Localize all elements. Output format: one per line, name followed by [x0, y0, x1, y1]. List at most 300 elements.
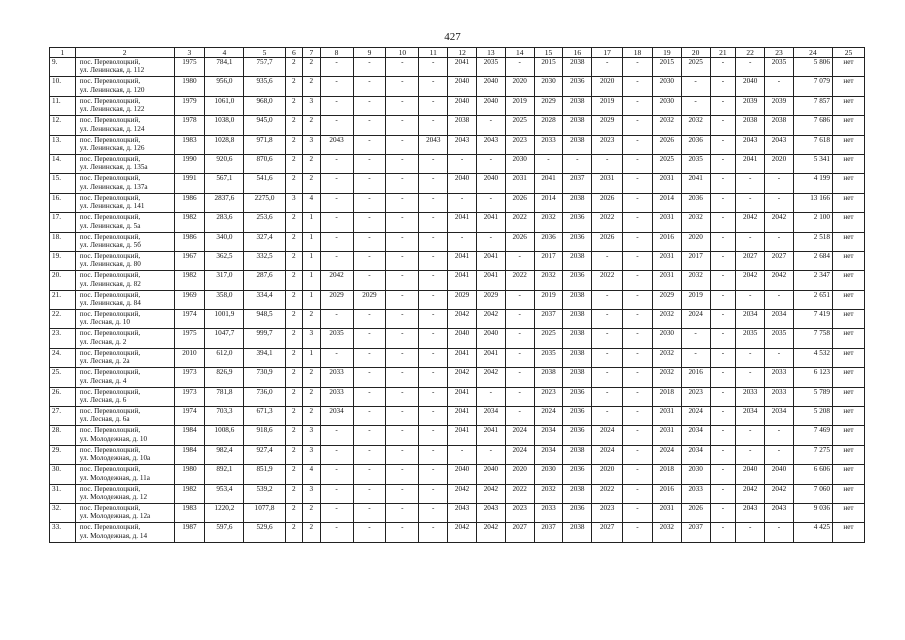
- table-cell: -: [320, 465, 353, 484]
- table-cell: -: [623, 329, 653, 348]
- table-cell: 2: [285, 368, 302, 387]
- table-cell: -: [623, 135, 653, 154]
- table-cell: -: [592, 329, 623, 348]
- table-cell: 2023: [505, 503, 534, 522]
- table-cell: 2023: [681, 387, 710, 406]
- table-cell: 1: [303, 232, 320, 251]
- table-cell: 2043: [476, 503, 505, 522]
- table-cell: 3: [303, 426, 320, 445]
- table-cell: -: [386, 329, 419, 348]
- table-cell: нет: [832, 445, 864, 464]
- column-header: 17: [592, 48, 623, 58]
- table-cell: 2024: [534, 407, 563, 426]
- column-header: 12: [448, 48, 477, 58]
- table-cell: 2034: [534, 445, 563, 464]
- table-cell: -: [419, 329, 448, 348]
- table-cell: 2024: [505, 426, 534, 445]
- table-cell: -: [386, 426, 419, 445]
- row-number-cell: 10.: [50, 77, 76, 96]
- table-cell: 2023: [505, 135, 534, 154]
- cost-cell: 5 208: [793, 407, 832, 426]
- table-cell: -: [353, 213, 386, 232]
- table-cell: нет: [832, 465, 864, 484]
- table-cell: -: [710, 348, 736, 367]
- table-row: [50, 387, 865, 406]
- table-cell: -: [623, 213, 653, 232]
- table-cell: 1982: [174, 484, 205, 503]
- table-cell: 826,9: [205, 368, 244, 387]
- table-cell: 2022: [592, 271, 623, 290]
- table-cell: 567,1: [205, 174, 244, 193]
- table-cell: -: [419, 232, 448, 251]
- table-cell: 2032: [534, 213, 563, 232]
- table-row: [50, 523, 865, 542]
- table-cell: 2041: [448, 271, 477, 290]
- address-cell: пос. Переволоцкий, ул. Ленинская, д. 141: [75, 193, 174, 212]
- table-cell: 2: [285, 426, 302, 445]
- table-cell: -: [353, 310, 386, 329]
- table-cell: 2026: [681, 503, 710, 522]
- table-cell: -: [710, 290, 736, 309]
- table-cell: 2: [303, 116, 320, 135]
- address-cell: пос. Переволоцкий, ул. Ленинская, д. 5б: [75, 232, 174, 251]
- table-cell: -: [710, 310, 736, 329]
- table-cell: 327,4: [244, 232, 285, 251]
- table-cell: 2: [285, 290, 302, 309]
- table-cell: 2026: [592, 232, 623, 251]
- table-cell: 2020: [765, 154, 794, 173]
- table-cell: 2028: [534, 116, 563, 135]
- table-cell: -: [505, 368, 534, 387]
- table-cell: 1028,8: [205, 135, 244, 154]
- table-cell: 2030: [652, 329, 681, 348]
- housing-registry-table: [49, 47, 865, 543]
- table-row: [50, 503, 865, 522]
- table-cell: -: [476, 154, 505, 173]
- table-row: [50, 154, 865, 173]
- table-cell: 2036: [681, 193, 710, 212]
- table-cell: 2037: [563, 174, 592, 193]
- table-cell: -: [419, 348, 448, 367]
- table-cell: 2042: [736, 484, 765, 503]
- table-cell: 2038: [563, 310, 592, 329]
- table-row: [50, 426, 865, 445]
- table-cell: -: [623, 58, 653, 77]
- cost-cell: 7 469: [793, 426, 832, 445]
- table-row: [50, 445, 865, 464]
- table-cell: -: [419, 503, 448, 522]
- table-cell: 1983: [174, 135, 205, 154]
- table-cell: 597,6: [205, 523, 244, 542]
- column-header: 6: [285, 48, 302, 58]
- table-cell: -: [710, 523, 736, 542]
- table-cell: 2: [285, 484, 302, 503]
- table-cell: -: [505, 310, 534, 329]
- table-cell: 2040: [448, 465, 477, 484]
- table-cell: 2022: [505, 484, 534, 503]
- table-cell: -: [592, 387, 623, 406]
- table-cell: -: [386, 154, 419, 173]
- table-cell: -: [320, 445, 353, 464]
- table-cell: 2: [285, 407, 302, 426]
- table-cell: нет: [832, 503, 864, 522]
- table-cell: 2038: [563, 329, 592, 348]
- table-cell: 2036: [563, 213, 592, 232]
- table-cell: -: [386, 116, 419, 135]
- table-cell: -: [419, 96, 448, 115]
- table-cell: -: [765, 348, 794, 367]
- table-cell: -: [476, 232, 505, 251]
- table-cell: 2014: [534, 193, 563, 212]
- table-cell: 2041: [448, 387, 477, 406]
- table-cell: -: [353, 387, 386, 406]
- table-cell: 1974: [174, 407, 205, 426]
- row-number-cell: 23.: [50, 329, 76, 348]
- table-cell: 956,0: [205, 77, 244, 96]
- table-cell: 2034: [320, 407, 353, 426]
- table-cell: 2026: [505, 232, 534, 251]
- cost-cell: 7 275: [793, 445, 832, 464]
- table-cell: 1991: [174, 174, 205, 193]
- table-cell: 2042: [736, 213, 765, 232]
- column-header: 5: [244, 48, 285, 58]
- address-cell: пос. Переволоцкий, ул. Лесная, д. 6а: [75, 407, 174, 426]
- table-cell: -: [710, 465, 736, 484]
- table-cell: -: [320, 523, 353, 542]
- row-number-cell: 25.: [50, 368, 76, 387]
- row-number-cell: 26.: [50, 387, 76, 406]
- table-cell: 2018: [652, 387, 681, 406]
- table-cell: -: [534, 154, 563, 173]
- table-cell: 2031: [652, 213, 681, 232]
- table-cell: -: [419, 465, 448, 484]
- table-cell: 2042: [765, 484, 794, 503]
- table-cell: -: [353, 58, 386, 77]
- table-cell: -: [353, 329, 386, 348]
- table-cell: 2042: [736, 271, 765, 290]
- table-cell: -: [623, 426, 653, 445]
- table-cell: 927,4: [244, 445, 285, 464]
- table-cell: -: [736, 58, 765, 77]
- table-cell: 2: [303, 523, 320, 542]
- table-cell: нет: [832, 96, 864, 115]
- table-cell: 1984: [174, 426, 205, 445]
- table-cell: 948,5: [244, 310, 285, 329]
- column-header: 11: [419, 48, 448, 58]
- table-cell: 2042: [476, 368, 505, 387]
- table-cell: 2014: [652, 193, 681, 212]
- table-cell: -: [386, 174, 419, 193]
- table-cell: 3: [303, 484, 320, 503]
- table-cell: -: [386, 193, 419, 212]
- table-row: [50, 465, 865, 484]
- table-cell: 4: [303, 193, 320, 212]
- table-row: [50, 484, 865, 503]
- table-cell: нет: [832, 348, 864, 367]
- address-cell: пос. Переволоцкий, ул. Молодежная, д. 10а: [75, 445, 174, 464]
- table-cell: 2: [285, 271, 302, 290]
- table-cell: -: [623, 465, 653, 484]
- column-header: 20: [681, 48, 710, 58]
- table-cell: 332,5: [244, 251, 285, 270]
- table-cell: -: [320, 154, 353, 173]
- table-cell: -: [710, 503, 736, 522]
- table-cell: 2033: [534, 503, 563, 522]
- row-number-cell: 24.: [50, 348, 76, 367]
- table-cell: 612,0: [205, 348, 244, 367]
- table-cell: нет: [832, 426, 864, 445]
- cost-cell: 2 518: [793, 232, 832, 251]
- table-cell: 2: [285, 174, 302, 193]
- table-cell: -: [419, 407, 448, 426]
- cost-cell: 2 684: [793, 251, 832, 270]
- table-cell: -: [386, 135, 419, 154]
- table-cell: 2031: [652, 174, 681, 193]
- table-cell: 2041: [448, 407, 477, 426]
- table-cell: 2019: [505, 96, 534, 115]
- table-cell: 1973: [174, 387, 205, 406]
- table-cell: 2023: [592, 135, 623, 154]
- table-cell: -: [710, 193, 736, 212]
- address-cell: пос. Переволоцкий, ул. Ленинская, д. 137а: [75, 174, 174, 193]
- table-cell: -: [505, 407, 534, 426]
- table-cell: -: [623, 232, 653, 251]
- table-cell: 2025: [681, 58, 710, 77]
- table-cell: 1986: [174, 193, 205, 212]
- column-header: 24: [793, 48, 832, 58]
- table-cell: 2: [303, 77, 320, 96]
- table-cell: 1008,6: [205, 426, 244, 445]
- table-cell: 2038: [563, 135, 592, 154]
- row-number-cell: 14.: [50, 154, 76, 173]
- table-cell: 2: [285, 77, 302, 96]
- table-cell: -: [710, 368, 736, 387]
- table-cell: 2038: [563, 484, 592, 503]
- table-cell: -: [448, 445, 477, 464]
- table-cell: 1987: [174, 523, 205, 542]
- table-cell: -: [419, 251, 448, 270]
- cost-cell: 7 079: [793, 77, 832, 96]
- table-cell: 2041: [476, 348, 505, 367]
- table-cell: 2034: [736, 310, 765, 329]
- table-cell: 2032: [652, 348, 681, 367]
- table-cell: 2043: [736, 503, 765, 522]
- table-cell: -: [623, 368, 653, 387]
- table-cell: 2041: [448, 348, 477, 367]
- table-cell: 3: [303, 445, 320, 464]
- table-cell: 2038: [534, 368, 563, 387]
- table-cell: -: [419, 193, 448, 212]
- table-cell: 2038: [563, 251, 592, 270]
- table-cell: -: [710, 135, 736, 154]
- table-cell: -: [386, 368, 419, 387]
- table-cell: -: [592, 154, 623, 173]
- table-cell: 2015: [652, 58, 681, 77]
- table-cell: -: [710, 77, 736, 96]
- table-row: [50, 58, 865, 77]
- table-cell: -: [320, 193, 353, 212]
- table-cell: -: [623, 503, 653, 522]
- table-cell: -: [623, 154, 653, 173]
- table-cell: нет: [832, 193, 864, 212]
- table-cell: -: [623, 96, 653, 115]
- row-number-cell: 33.: [50, 523, 76, 542]
- table-cell: 945,0: [244, 116, 285, 135]
- table-cell: -: [765, 290, 794, 309]
- table-row: [50, 368, 865, 387]
- table-cell: 920,6: [205, 154, 244, 173]
- table-cell: -: [623, 193, 653, 212]
- table-cell: 757,7: [244, 58, 285, 77]
- table-cell: 1: [303, 271, 320, 290]
- address-cell: пос. Переволоцкий, ул. Ленинская, д. 5а: [75, 213, 174, 232]
- table-cell: 2019: [592, 96, 623, 115]
- table-cell: 2043: [419, 135, 448, 154]
- table-cell: нет: [832, 154, 864, 173]
- table-cell: 529,6: [244, 523, 285, 542]
- table-cell: -: [505, 58, 534, 77]
- table-cell: -: [320, 174, 353, 193]
- table-cell: 2023: [592, 503, 623, 522]
- table-cell: -: [386, 348, 419, 367]
- table-cell: -: [736, 290, 765, 309]
- table-cell: 2026: [652, 135, 681, 154]
- table-cell: 2027: [736, 251, 765, 270]
- table-cell: -: [419, 213, 448, 232]
- table-cell: 2019: [681, 290, 710, 309]
- table-row: [50, 193, 865, 212]
- table-cell: 2024: [505, 445, 534, 464]
- table-cell: 2041: [476, 271, 505, 290]
- table-cell: -: [765, 193, 794, 212]
- table-cell: -: [386, 290, 419, 309]
- table-cell: 1973: [174, 368, 205, 387]
- table-cell: 2032: [681, 213, 710, 232]
- table-cell: 918,6: [244, 426, 285, 445]
- column-header: 9: [353, 48, 386, 58]
- table-cell: -: [505, 290, 534, 309]
- table-cell: 3: [285, 193, 302, 212]
- column-header: 2: [75, 48, 174, 58]
- table-cell: 2033: [320, 387, 353, 406]
- table-cell: 1980: [174, 77, 205, 96]
- row-number-cell: 15.: [50, 174, 76, 193]
- table-cell: -: [353, 193, 386, 212]
- address-cell: пос. Переволоцкий, ул. Лесная, д. 2: [75, 329, 174, 348]
- address-cell: пос. Переволоцкий, ул. Ленинская, д. 126: [75, 135, 174, 154]
- table-cell: -: [448, 154, 477, 173]
- table-cell: 968,0: [244, 96, 285, 115]
- table-cell: 2035: [736, 329, 765, 348]
- column-header: 14: [505, 48, 534, 58]
- table-cell: -: [353, 445, 386, 464]
- table-cell: 781,8: [205, 387, 244, 406]
- table-cell: -: [353, 484, 386, 503]
- table-cell: 2033: [765, 368, 794, 387]
- table-cell: -: [419, 174, 448, 193]
- table-cell: -: [386, 271, 419, 290]
- table-cell: -: [353, 368, 386, 387]
- table-cell: 851,9: [244, 465, 285, 484]
- table-cell: 2020: [592, 465, 623, 484]
- table-cell: 2027: [765, 251, 794, 270]
- table-cell: 2040: [476, 329, 505, 348]
- table-cell: 2042: [476, 310, 505, 329]
- table-cell: 2031: [592, 174, 623, 193]
- table-cell: 2: [285, 523, 302, 542]
- table-cell: -: [386, 523, 419, 542]
- table-row: [50, 310, 865, 329]
- column-header: 22: [736, 48, 765, 58]
- table-cell: 317,0: [205, 271, 244, 290]
- address-cell: пос. Переволоцкий, ул. Ленинская, д. 112: [75, 58, 174, 77]
- cost-cell: 7 857: [793, 96, 832, 115]
- table-cell: 3: [303, 135, 320, 154]
- table-cell: 2020: [505, 77, 534, 96]
- row-number-cell: 18.: [50, 232, 76, 251]
- table-cell: -: [736, 232, 765, 251]
- table-cell: -: [476, 387, 505, 406]
- table-cell: -: [419, 116, 448, 135]
- table-cell: -: [681, 77, 710, 96]
- table-cell: -: [353, 503, 386, 522]
- table-cell: 870,6: [244, 154, 285, 173]
- table-cell: -: [320, 213, 353, 232]
- table-cell: -: [386, 77, 419, 96]
- table-cell: 2: [285, 503, 302, 522]
- table-cell: -: [320, 77, 353, 96]
- table-cell: 1969: [174, 290, 205, 309]
- cost-cell: 6 123: [793, 368, 832, 387]
- cost-cell: 7 060: [793, 484, 832, 503]
- table-cell: 2041: [448, 426, 477, 445]
- table-cell: -: [386, 232, 419, 251]
- table-cell: 2038: [563, 290, 592, 309]
- table-cell: 2034: [476, 407, 505, 426]
- table-cell: нет: [832, 523, 864, 542]
- column-header: 1: [50, 48, 76, 58]
- table-cell: 2041: [448, 213, 477, 232]
- address-cell: пос. Переволоцкий, ул. Молодежная, д. 14: [75, 523, 174, 542]
- row-number-cell: 30.: [50, 465, 76, 484]
- table-cell: 2029: [448, 290, 477, 309]
- table-cell: 2: [285, 154, 302, 173]
- cost-cell: 5 806: [793, 58, 832, 77]
- table-cell: 2017: [681, 251, 710, 270]
- table-row: [50, 329, 865, 348]
- table-cell: 1982: [174, 271, 205, 290]
- table-cell: нет: [832, 116, 864, 135]
- table-cell: -: [623, 271, 653, 290]
- address-cell: пос. Переволоцкий, ул. Лесная, д. 4: [75, 368, 174, 387]
- table-cell: 2034: [681, 426, 710, 445]
- cost-cell: 9 036: [793, 503, 832, 522]
- table-cell: 671,3: [244, 407, 285, 426]
- table-cell: 2: [285, 96, 302, 115]
- table-cell: -: [353, 407, 386, 426]
- table-cell: 2035: [765, 58, 794, 77]
- table-cell: -: [353, 232, 386, 251]
- table-cell: 2019: [534, 290, 563, 309]
- table-cell: -: [386, 58, 419, 77]
- table-cell: -: [592, 290, 623, 309]
- table-cell: 2: [303, 58, 320, 77]
- table-cell: 287,6: [244, 271, 285, 290]
- table-cell: -: [353, 348, 386, 367]
- table-cell: 1220,2: [205, 503, 244, 522]
- table-cell: 2040: [476, 174, 505, 193]
- table-cell: 2036: [563, 77, 592, 96]
